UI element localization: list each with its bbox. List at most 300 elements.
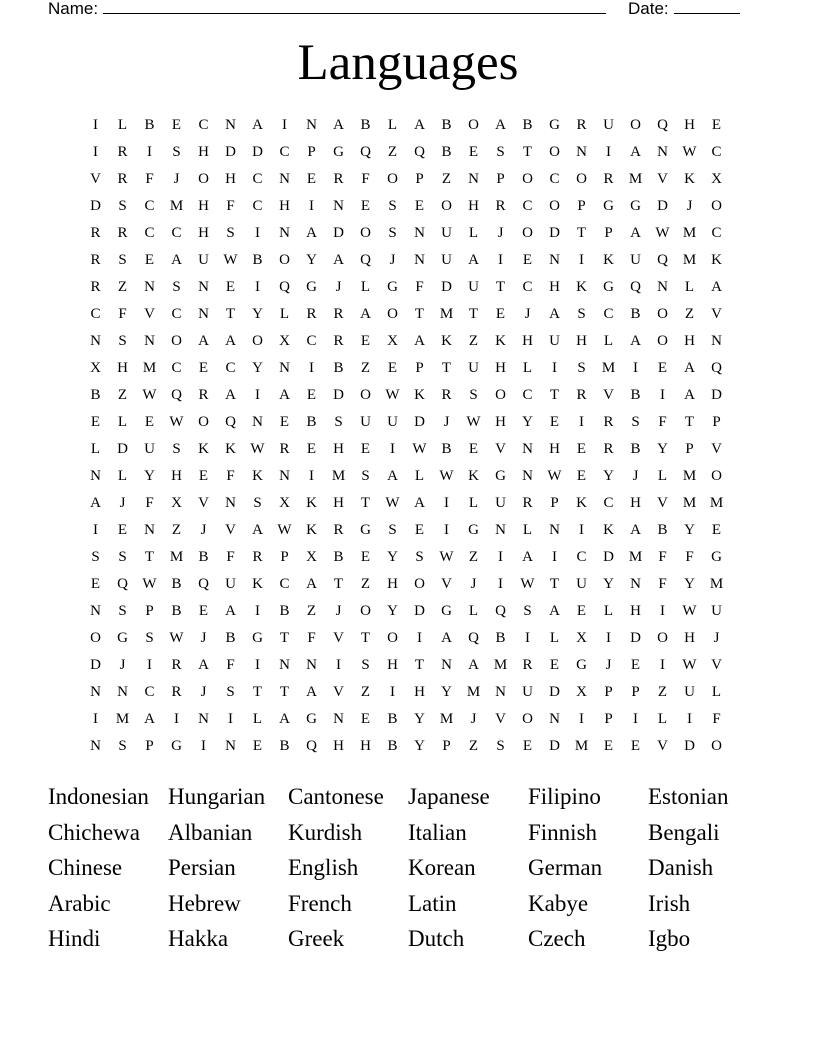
grid-letter: H — [468, 198, 479, 214]
grid-letter: C — [279, 144, 290, 160]
grid-letter: F — [361, 171, 370, 187]
grid-letter: V — [603, 387, 614, 403]
grid-letter: C — [549, 171, 560, 187]
grid-letter: N — [306, 117, 317, 133]
grid-letter: E — [198, 468, 209, 484]
grid-letter: V — [225, 522, 236, 538]
grid-letter: I — [147, 144, 152, 160]
grid-letter: K — [225, 441, 236, 457]
grid-letter: D — [549, 225, 560, 241]
grid-letter: E — [576, 468, 587, 484]
grid-letter: H — [684, 333, 695, 349]
grid-letter: M — [439, 711, 454, 727]
grid-letter: N — [90, 468, 101, 484]
grid-letter: P — [604, 711, 613, 727]
grid-letter: P — [442, 738, 451, 754]
grid-letter: T — [684, 414, 695, 430]
grid-letter: R — [306, 306, 317, 322]
grid-letter: I — [498, 576, 503, 592]
grid-letter: S — [172, 441, 181, 457]
grid-letter: F — [118, 306, 127, 322]
grid-letter: A — [684, 387, 695, 403]
grid-letter: L — [522, 522, 533, 538]
grid-letter: R — [171, 657, 182, 673]
grid-letter: I — [633, 711, 638, 727]
grid-letter: K — [414, 387, 425, 403]
word-bank-item: Irish — [648, 890, 691, 916]
grid-letter: O — [495, 387, 506, 403]
grid-letter: N — [495, 684, 506, 700]
grid-letter: G — [711, 549, 722, 565]
grid-letter: M — [439, 306, 454, 322]
grid-letter: M — [169, 549, 184, 565]
grid-letter: D — [414, 414, 425, 430]
grid-letter: A — [252, 117, 263, 133]
grid-letter: R — [333, 171, 344, 187]
grid-letter: J — [443, 414, 450, 430]
grid-letter: A — [333, 117, 344, 133]
grid-letter: X — [279, 495, 290, 511]
grid-letter: N — [657, 144, 668, 160]
grid-letter: I — [579, 522, 584, 538]
grid-letter: O — [711, 738, 722, 754]
grid-letter: G — [252, 630, 263, 646]
grid-letter: H — [495, 414, 506, 430]
grid-letter: Q — [279, 279, 290, 295]
grid-letter: N — [144, 279, 155, 295]
grid-letter: G — [360, 522, 371, 538]
grid-letter: D — [684, 738, 695, 754]
grid-letter: A — [630, 225, 641, 241]
grid-letter: J — [686, 198, 693, 214]
grid-letter: S — [415, 549, 424, 565]
grid-letter: H — [198, 144, 209, 160]
grid-letter: T — [576, 225, 587, 241]
grid-letter: L — [684, 279, 695, 295]
grid-letter: I — [606, 144, 611, 160]
grid-letter: C — [252, 171, 263, 187]
grid-letter: A — [198, 333, 209, 349]
grid-letter: X — [711, 171, 722, 187]
grid-letter: R — [576, 117, 587, 133]
grid-letter: I — [498, 549, 503, 565]
grid-letter: V — [198, 495, 209, 511]
grid-letter: F — [226, 549, 235, 565]
grid-letter: V — [711, 441, 722, 457]
grid-letter: K — [198, 441, 209, 457]
grid-letter: I — [552, 549, 557, 565]
grid-letter: I — [579, 711, 584, 727]
grid-letter: G — [306, 279, 317, 295]
grid-letter: F — [145, 495, 154, 511]
grid-letter: Z — [360, 576, 371, 592]
grid-letter: L — [468, 603, 479, 619]
grid-letter: Y — [657, 441, 668, 457]
grid-letter: R — [171, 684, 182, 700]
word-bank-item: Persian — [168, 855, 236, 880]
grid-letter: O — [576, 171, 587, 187]
grid-letter: L — [549, 630, 560, 646]
grid-letter: K — [603, 522, 614, 538]
grid-letter: L — [117, 468, 128, 484]
grid-letter: M — [493, 657, 508, 673]
grid-letter: Q — [711, 360, 722, 376]
grid-letter: I — [660, 603, 665, 619]
grid-letter: A — [684, 360, 695, 376]
grid-letter: I — [390, 684, 395, 700]
grid-letter: E — [306, 441, 317, 457]
grid-letter: I — [255, 225, 260, 241]
name-blank-line — [103, 0, 606, 14]
grid-letter: I — [309, 198, 314, 214]
grid-letter: D — [90, 198, 101, 214]
grid-letter: S — [118, 252, 127, 268]
grid-letter: K — [252, 468, 263, 484]
grid-letter: J — [605, 657, 612, 673]
grid-letter: B — [360, 117, 371, 133]
grid-letter: H — [333, 441, 344, 457]
grid-letter: Z — [306, 603, 317, 619]
grid-letter: A — [630, 333, 641, 349]
grid-letter: K — [306, 522, 317, 538]
word-bank-item: Arabic — [48, 890, 111, 916]
grid-letter: F — [658, 549, 667, 565]
grid-letter: O — [387, 630, 398, 646]
grid-letter: L — [360, 279, 371, 295]
grid-letter: L — [603, 333, 614, 349]
grid-letter: W — [277, 522, 292, 538]
grid-letter: Q — [225, 414, 236, 430]
grid-letter: J — [200, 630, 207, 646]
name-label: Name: — [48, 0, 99, 18]
grid-letter: X — [387, 333, 398, 349]
grid-letter: W — [250, 441, 265, 457]
grid-letter: O — [711, 468, 722, 484]
grid-letter: S — [172, 279, 181, 295]
grid-letter: N — [225, 495, 236, 511]
grid-letter: I — [255, 603, 260, 619]
grid-letter: J — [524, 306, 531, 322]
grid-letter: Z — [468, 333, 479, 349]
grid-letter: A — [279, 711, 290, 727]
grid-letter: R — [603, 441, 614, 457]
grid-letter: B — [279, 603, 290, 619]
grid-letter: W — [412, 441, 427, 457]
grid-letter: M — [169, 198, 184, 214]
grid-letter: A — [630, 522, 641, 538]
grid-letter: F — [415, 279, 424, 295]
grid-letter: N — [495, 522, 506, 538]
grid-letter: I — [147, 657, 152, 673]
word-bank — [48, 779, 768, 957]
grid-letter: B — [225, 630, 236, 646]
grid-letter: L — [657, 468, 668, 484]
grid-letter: T — [468, 306, 479, 322]
grid-letter: A — [414, 333, 425, 349]
grid-letter: M — [628, 171, 643, 187]
grid-letter: R — [576, 387, 587, 403]
grid-letter: V — [90, 171, 101, 187]
grid-letter: I — [228, 711, 233, 727]
grid-letter: O — [522, 225, 533, 241]
grid-letter: C — [603, 306, 614, 322]
grid-letter: Q — [468, 630, 479, 646]
word-bank-item: Chichewa — [48, 819, 140, 845]
grid-letter: P — [712, 414, 721, 430]
grid-letter: M — [466, 684, 481, 700]
grid-letter: E — [360, 198, 371, 214]
grid-letter: R — [90, 225, 101, 241]
grid-letter: N — [279, 468, 290, 484]
grid-letter: E — [306, 171, 317, 187]
word-bank-item: Filipino — [528, 784, 601, 809]
grid-letter: D — [333, 387, 344, 403]
grid-letter: M — [682, 468, 697, 484]
grid-letter: Q — [117, 576, 128, 592]
grid-letter: N — [549, 522, 560, 538]
grid-letter: Z — [468, 549, 479, 565]
grid-letter: Y — [306, 252, 317, 268]
grid-letter: I — [282, 117, 287, 133]
grid-letter: K — [603, 252, 614, 268]
grid-letter: V — [333, 630, 344, 646]
grid-letter: H — [549, 279, 560, 295]
grid-letter: Q — [657, 117, 668, 133]
grid-letter: N — [576, 144, 587, 160]
grid-letter: W — [385, 495, 400, 511]
grid-letter: U — [495, 495, 506, 511]
grid-letter: Q — [414, 144, 425, 160]
grid-letter: N — [198, 279, 209, 295]
grid-letter: H — [225, 171, 236, 187]
grid-letter: A — [441, 630, 452, 646]
grid-letter: A — [549, 306, 560, 322]
grid-letter: B — [495, 630, 506, 646]
word-bank-item: Hebrew — [168, 890, 241, 916]
word-bank-item: Italian — [408, 819, 467, 845]
grid-letter: K — [468, 468, 479, 484]
grid-letter: A — [495, 117, 506, 133]
grid-letter: S — [496, 738, 505, 754]
grid-letter: S — [577, 360, 586, 376]
word-bank-item: Hungarian — [168, 784, 266, 809]
grid-letter: P — [577, 198, 586, 214]
grid-letter: T — [522, 144, 533, 160]
grid-letter: E — [90, 414, 101, 430]
grid-letter: J — [335, 279, 342, 295]
grid-letter: O — [198, 171, 209, 187]
grid-letter: J — [470, 576, 477, 592]
grid-letter: H — [549, 441, 560, 457]
grid-letter: E — [252, 738, 263, 754]
grid-letter: H — [630, 495, 641, 511]
grid-letter: W — [142, 387, 157, 403]
grid-letter: N — [252, 414, 263, 430]
grid-letter: T — [360, 630, 371, 646]
word-bank-item: English — [288, 855, 359, 880]
grid-letter: G — [117, 630, 128, 646]
grid-letter: N — [522, 468, 533, 484]
grid-letter: O — [90, 630, 101, 646]
grid-letter: N — [630, 576, 641, 592]
grid-letter: Y — [684, 576, 695, 592]
grid-letter: N — [90, 684, 101, 700]
grid-letter: X — [576, 630, 587, 646]
grid-letter: U — [198, 252, 209, 268]
grid-letter: C — [90, 306, 101, 322]
grid-letter: Y — [603, 576, 614, 592]
grid-letter: O — [522, 711, 533, 727]
grid-letter: M — [142, 360, 157, 376]
date-field — [628, 0, 740, 21]
word-bank-item: German — [528, 855, 603, 880]
grid-letter: C — [144, 225, 155, 241]
grid-letter: L — [522, 360, 533, 376]
grid-letter: I — [660, 387, 665, 403]
grid-letter: K — [711, 252, 722, 268]
grid-letter: D — [225, 144, 236, 160]
grid-letter: H — [333, 495, 344, 511]
grid-letter: F — [658, 576, 667, 592]
grid-letter: T — [279, 684, 290, 700]
grid-letter: I — [660, 657, 665, 673]
grid-letter: B — [306, 414, 317, 430]
grid-letter: K — [306, 495, 317, 511]
grid-letter: N — [468, 171, 479, 187]
grid-letter: X — [306, 549, 317, 565]
grid-letter: O — [468, 117, 479, 133]
grid-letter: N — [657, 279, 668, 295]
grid-letter: M — [628, 549, 643, 565]
grid-letter: P — [550, 495, 559, 511]
grid-letter: F — [658, 414, 667, 430]
word-bank-item: Kabye — [528, 890, 589, 916]
grid-letter: A — [549, 603, 560, 619]
grid-letter: I — [201, 738, 206, 754]
grid-letter: A — [360, 306, 371, 322]
grid-letter: W — [223, 252, 238, 268]
grid-letter: G — [603, 279, 614, 295]
grid-letter: A — [333, 252, 344, 268]
grid-letter: W — [169, 414, 184, 430]
grid-letter: G — [603, 198, 614, 214]
grid-letter: W — [142, 576, 157, 592]
grid-letter: R — [117, 144, 128, 160]
grid-letter: O — [549, 144, 560, 160]
grid-letter: Y — [387, 549, 398, 565]
grid-letter: W — [520, 576, 535, 592]
grid-letter: Y — [252, 360, 263, 376]
grid-letter: P — [280, 549, 289, 565]
grid-letter: V — [657, 171, 668, 187]
grid-letter: J — [389, 252, 396, 268]
grid-letter: E — [657, 360, 668, 376]
grid-letter: S — [118, 738, 127, 754]
grid-letter: P — [415, 360, 424, 376]
grid-letter: G — [387, 279, 398, 295]
grid-letter: P — [685, 441, 694, 457]
grid-letter: F — [226, 468, 235, 484]
grid-letter: E — [360, 441, 371, 457]
grid-letter: O — [414, 576, 425, 592]
grid-letter: N — [414, 252, 425, 268]
word-bank-item: Danish — [648, 855, 714, 880]
grid-letter: K — [576, 495, 587, 511]
grid-letter: Z — [657, 684, 668, 700]
grid-letter: T — [144, 549, 155, 565]
grid-letter: A — [414, 495, 425, 511]
grid-letter: H — [279, 198, 290, 214]
grid-letter: T — [549, 387, 560, 403]
grid-letter: E — [90, 576, 101, 592]
grid-letter: P — [145, 603, 154, 619]
grid-letter: T — [225, 306, 236, 322]
grid-letter: U — [576, 576, 587, 592]
grid-letter: D — [90, 657, 101, 673]
grid-letter: C — [522, 279, 533, 295]
grid-letter: E — [279, 414, 290, 430]
grid-letter: P — [145, 738, 154, 754]
word-bank-item: Dutch — [408, 926, 465, 951]
word-bank-item: Indonesian — [48, 784, 149, 809]
grid-letter: O — [657, 306, 668, 322]
grid-letter: N — [279, 225, 290, 241]
grid-letter: S — [253, 495, 262, 511]
grid-letter: V — [144, 306, 155, 322]
grid-letter: M — [574, 738, 589, 754]
grid-letter: T — [360, 495, 371, 511]
grid-letter: N — [225, 117, 236, 133]
grid-letter: U — [711, 603, 722, 619]
grid-letter: Y — [684, 522, 695, 538]
grid-letter: T — [333, 576, 344, 592]
grid-letter: J — [632, 468, 639, 484]
grid-letter: E — [711, 117, 722, 133]
grid-letter: L — [468, 495, 479, 511]
word-bank-item: Hakka — [168, 926, 229, 951]
grid-letter: R — [522, 657, 533, 673]
grid-letter: N — [198, 711, 209, 727]
grid-letter: N — [549, 711, 560, 727]
grid-letter: A — [630, 144, 641, 160]
grid-letter: R — [279, 441, 290, 457]
grid-letter: I — [336, 657, 341, 673]
grid-letter: P — [631, 684, 640, 700]
grid-letter: R — [603, 171, 614, 187]
grid-letter: R — [522, 495, 533, 511]
grid-letter: Q — [198, 576, 209, 592]
grid-letter: V — [495, 711, 506, 727]
grid-letter: W — [466, 414, 481, 430]
word-bank-item: Latin — [408, 890, 457, 916]
grid-letter: J — [119, 495, 126, 511]
word-bank-item: Albanian — [168, 819, 253, 845]
grid-letter: S — [361, 657, 370, 673]
grid-letter: I — [93, 711, 98, 727]
grid-letter: Z — [360, 360, 371, 376]
grid-letter: E — [522, 252, 533, 268]
grid-letter: M — [331, 468, 346, 484]
grid-letter: J — [335, 603, 342, 619]
grid-letter: Y — [441, 684, 452, 700]
grid-letter: E — [414, 198, 425, 214]
grid-letter: I — [93, 522, 98, 538]
grid-letter: G — [549, 117, 560, 133]
grid-letter: E — [549, 414, 560, 430]
word-bank-item: Korean — [408, 855, 476, 880]
grid-letter: I — [309, 360, 314, 376]
grid-letter: Z — [387, 144, 398, 160]
